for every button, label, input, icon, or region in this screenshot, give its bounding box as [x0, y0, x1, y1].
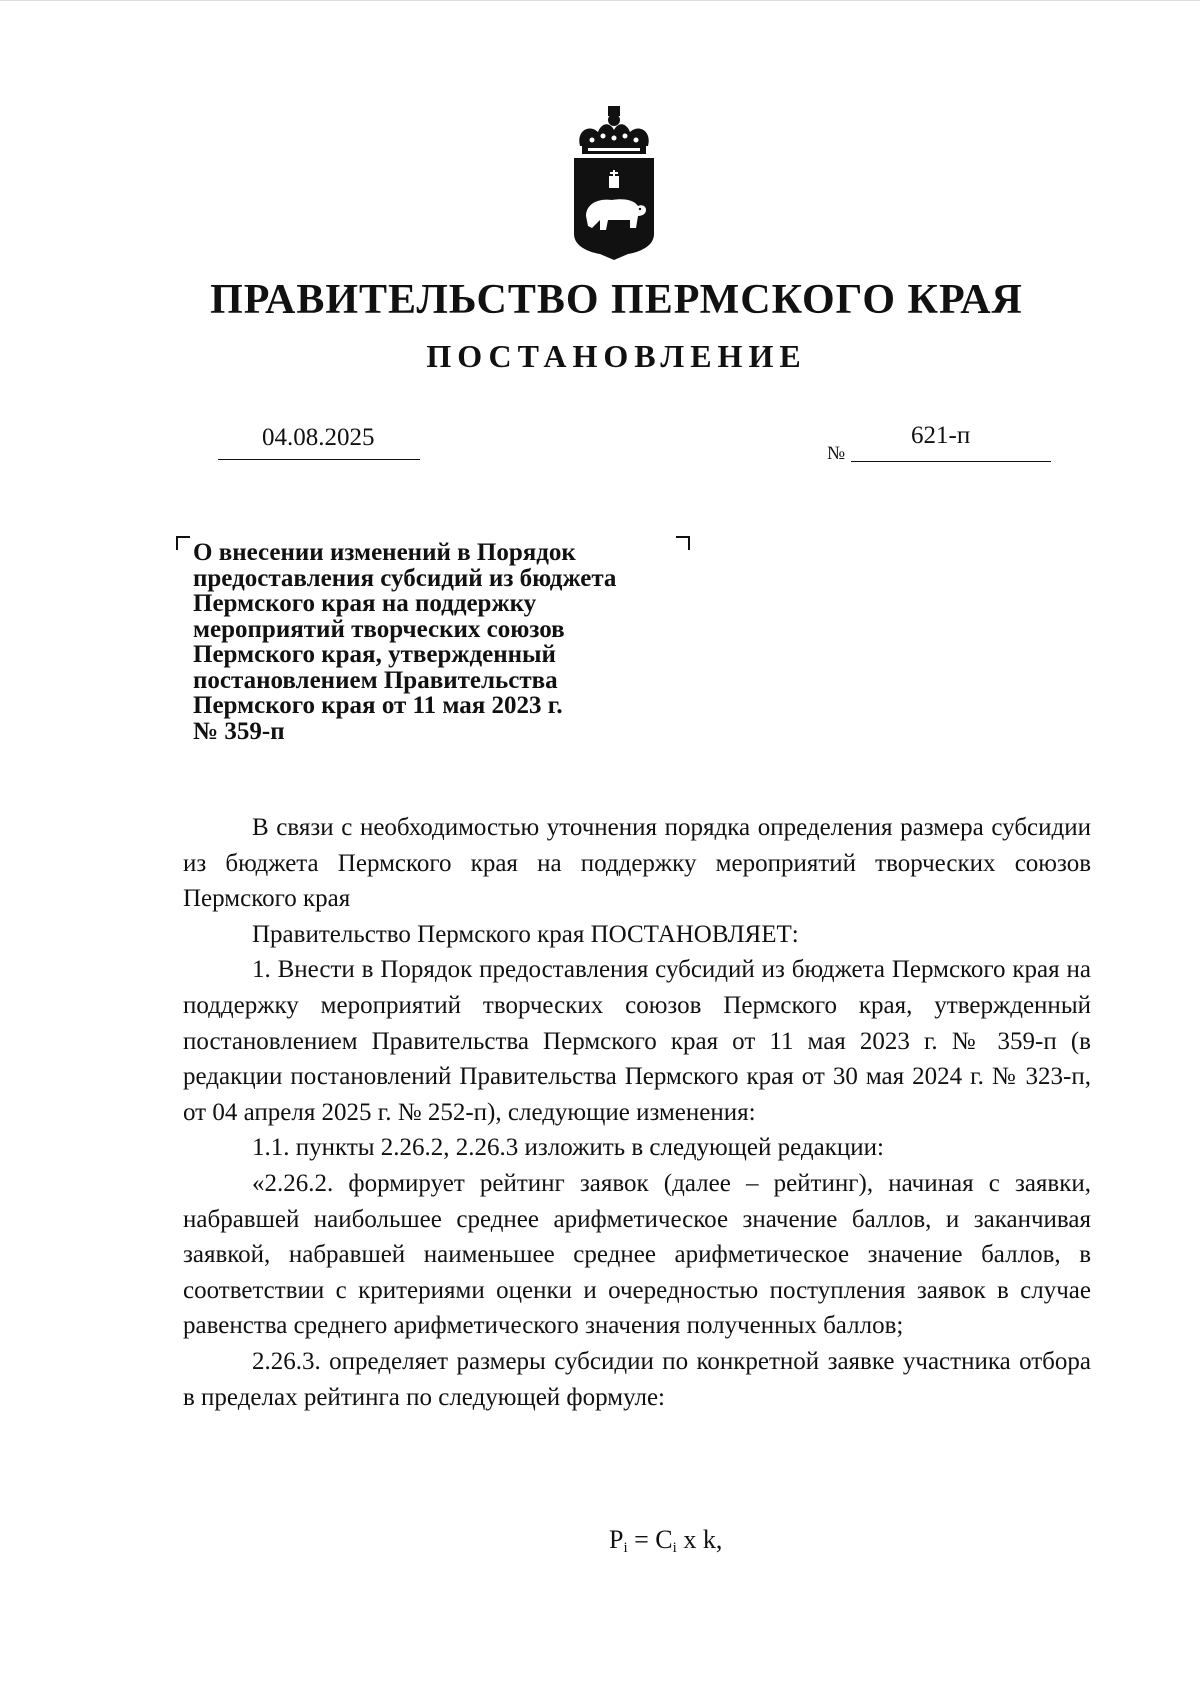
document-number: 621-п	[911, 422, 971, 449]
subsidy-formula	[609, 1525, 722, 1557]
document-type-title: ПОСТАНОВЛЕНИЕ	[426, 338, 807, 374]
date-underline	[218, 459, 420, 460]
subject-line: № 359-п	[193, 717, 285, 745]
formula-rest: x k,	[676, 1525, 723, 1554]
government-title: ПРАВИТЕЛЬСТВО ПЕРМСКОГО КРАЯ	[210, 277, 1023, 323]
subject-line: Пермского края на поддержку	[193, 590, 537, 617]
formula-eq: = C	[627, 1525, 673, 1554]
formula-p: P	[609, 1525, 624, 1554]
clause-1-paragraph: 1. Внести в Порядок предоставления субсидий из бюджета Пермского края на поддержку мероприятий творческих союзов Пермского края, утвержденный постановлением Правительства Пермского края от 11 мая 2023 г. № 359-п (в редакции постановлений Правительства Пермского края от 30 мая 2024 г. № 323-п, от 04 апреля 2025 г. № 252-п), следующие изменения:	[183, 956, 1091, 1126]
subject-line: Пермского края от 11 мая 2023 г.	[193, 692, 563, 719]
corner-mark-top-left	[176, 536, 190, 550]
number-underline	[851, 461, 1051, 462]
formula-sub-i2: i	[672, 1540, 677, 1556]
document-subject	[193, 540, 693, 744]
clause-1-1-paragraph: 1.1. пункты 2.26.2, 2.26.3 изложить в следующей редакции:	[252, 1134, 884, 1162]
clause-2-26-2-paragraph: «2.26.2. формирует рейтинг заявок (далее – рейтинг), начиная с заявки, набравшей наибольшее среднее арифметическое значение баллов, и заканчивая заявкой, набравшей наименьшее среднее арифметическое значение баллов, в соответствии с критериями оценки и очередностью поступления заявок в случае равенства среднего арифметического значения полученных баллов;	[183, 1169, 1091, 1340]
number-sign: №	[827, 443, 846, 464]
clause-2-26-3-paragraph: 2.26.3. определяет размеры субсидии по конкретной заявке участника отбора в пределах рейтинга по следующей формуле:	[183, 1347, 1091, 1411]
document-body	[183, 810, 1091, 1415]
scan-edge	[0, 0, 1200, 1]
subject-line: мероприятий творческих союзов	[193, 615, 565, 643]
coat-of-arms-icon	[568, 106, 660, 260]
formula-sub-i: i	[623, 1540, 628, 1556]
subject-line: постановлением Правительства	[193, 666, 558, 694]
preamble-paragraph: В связи с необходимостью уточнения порядка определения размера субсидии из бюджета Пермского края на поддержку мероприятий творческих союзов Пермского края	[183, 814, 1091, 913]
subject-line: О внесении изменений в Порядок	[193, 539, 576, 566]
subject-line: Пермского края, утвержденный	[193, 641, 556, 668]
resolution-paragraph: Правительство Пермского края ПОСТАНОВЛЯЕТ:	[252, 920, 799, 948]
subject-line: предоставления субсидий из бюджета	[193, 564, 617, 592]
document-date: 04.08.2025	[262, 424, 375, 451]
